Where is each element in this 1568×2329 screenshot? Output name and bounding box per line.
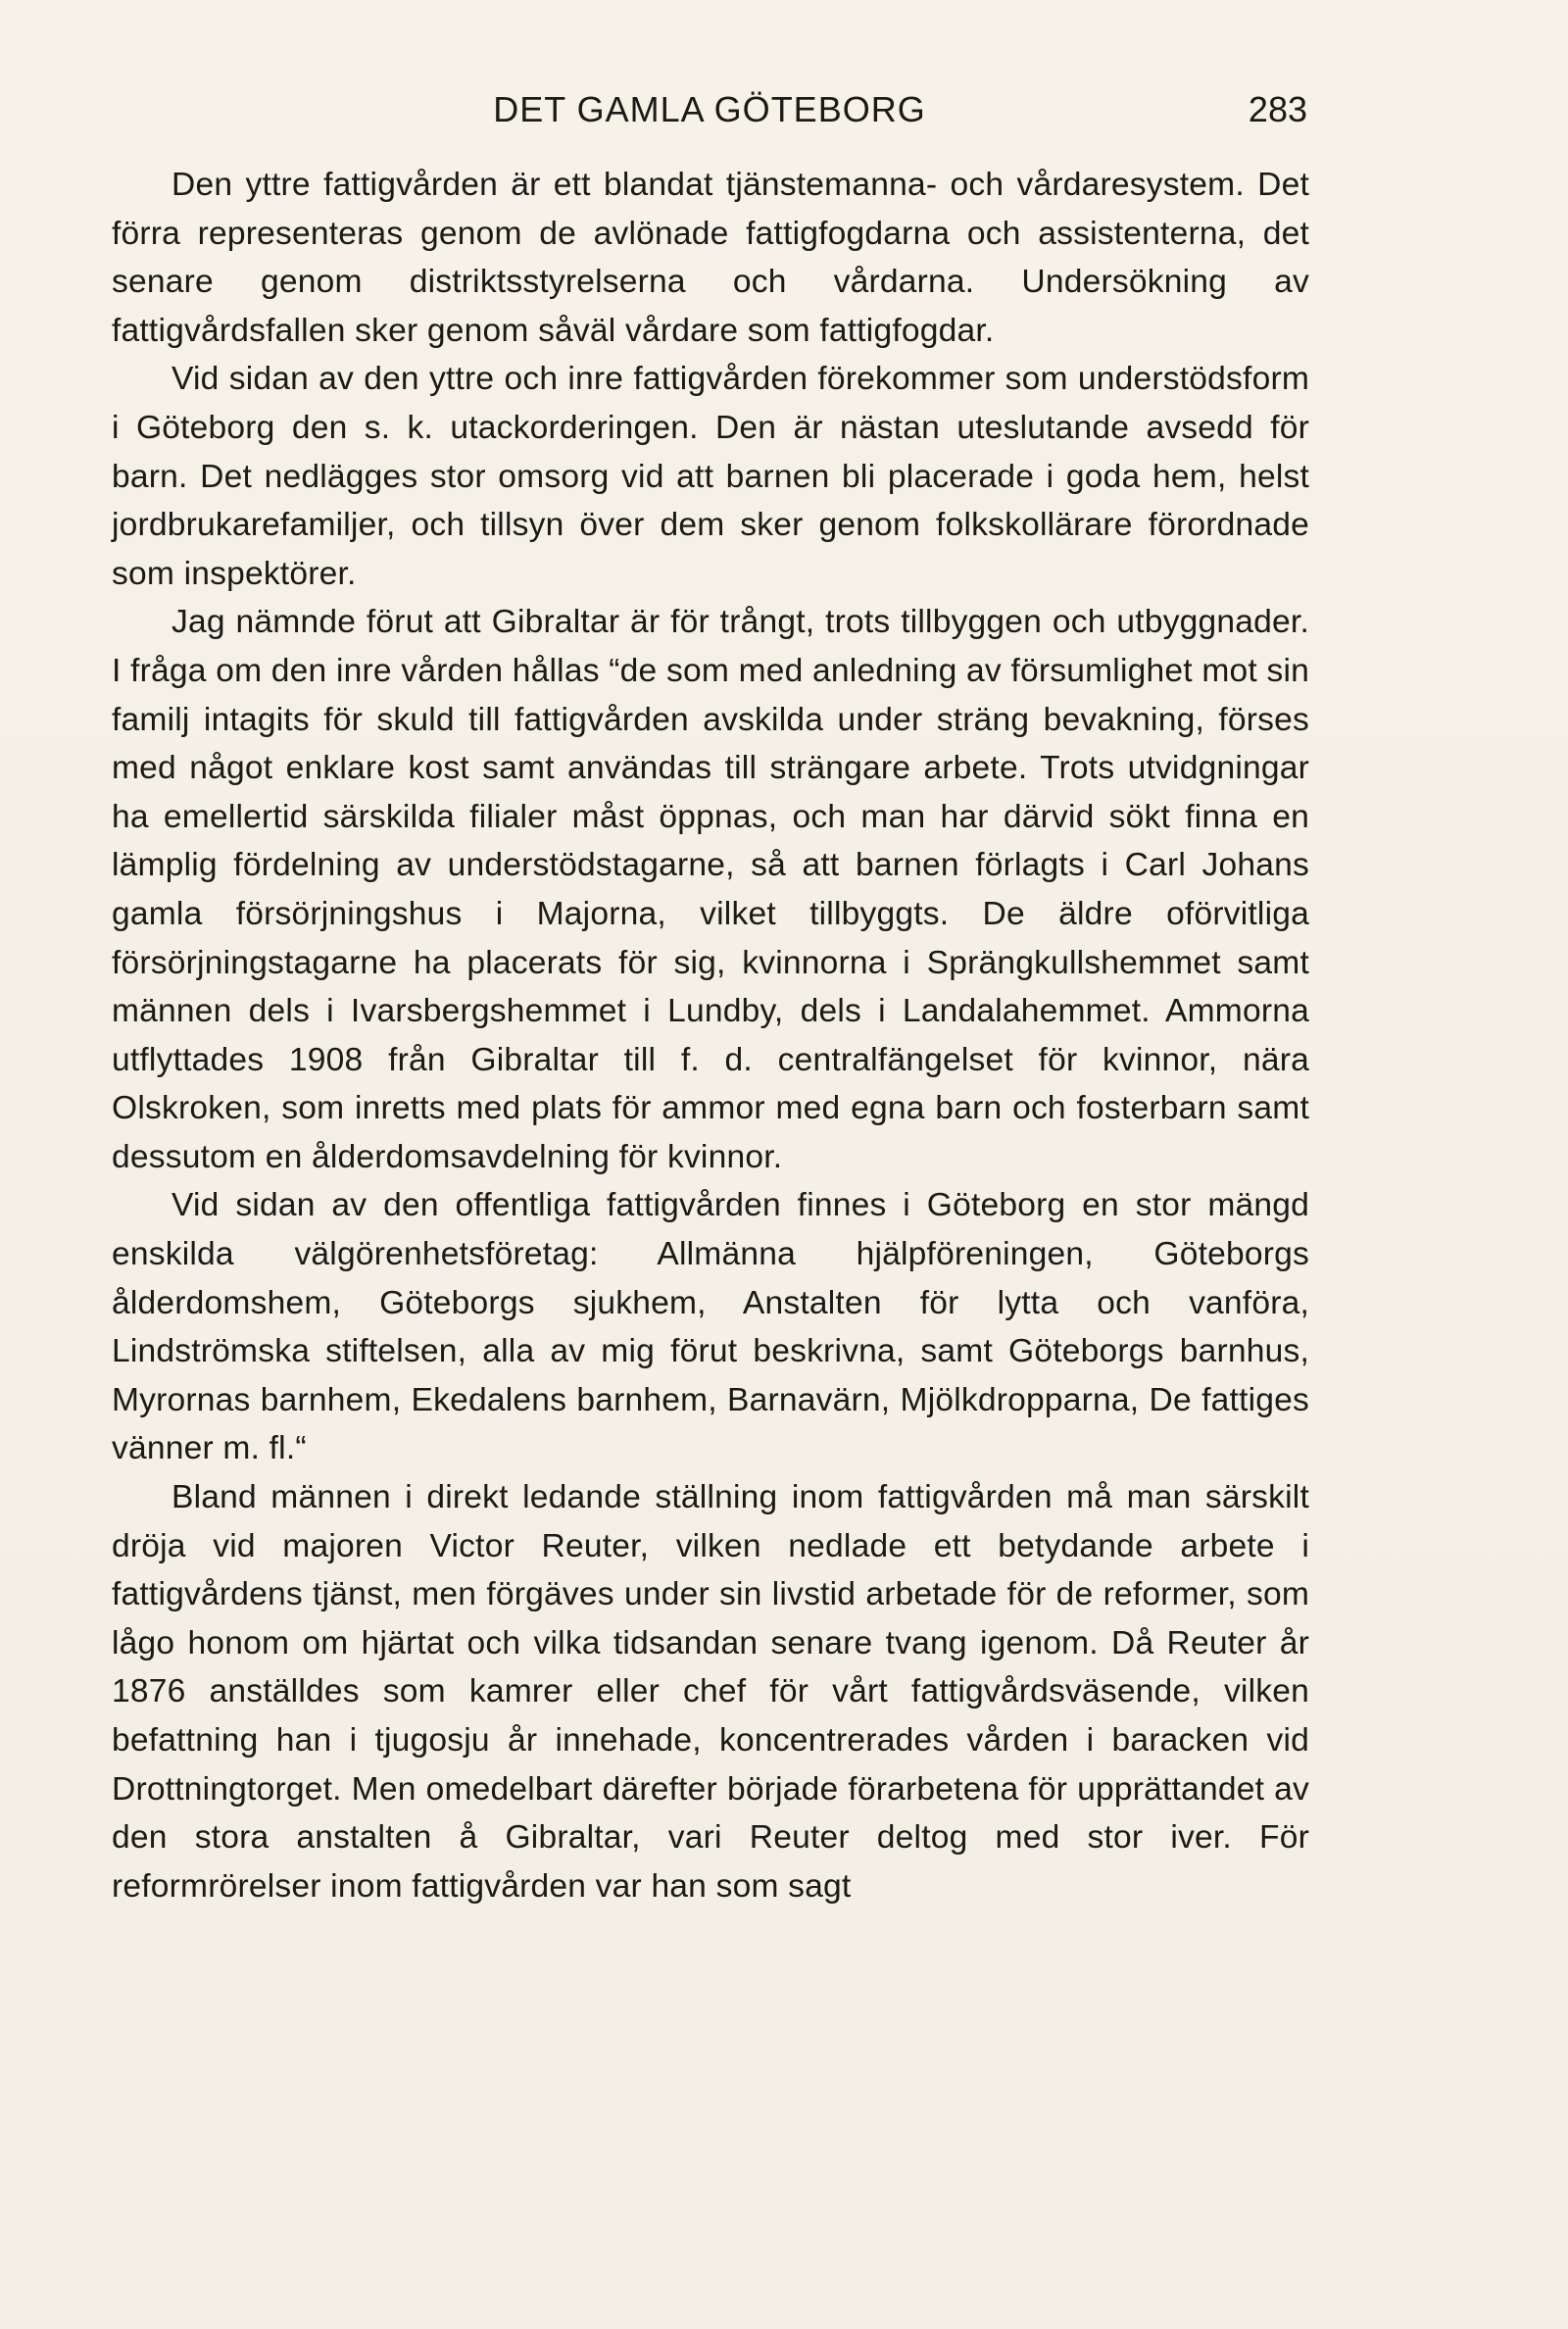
page-number: 283: [1248, 89, 1307, 129]
paragraph-2: Vid sidan av den yttre och inre fattigvården förekommer som understödsform i Göteborg den s. k. utackorderingen. Den är nästan uteslutande avsedd för barn. Det nedlägges stor omsorg vid att barnen bli placerade i goda hem, helst jordbrukarefamiljer, och tillsyn över dem sker genom folkskollärare förordnade som inspektörer.: [112, 361, 1309, 592]
paragraph-4: Vid sidan av den offentliga fattigvården finnes i Göteborg en stor mängd enskilda välgörenhetsföretag: Allmänna hjälpföreningen, Göteborgs ålderdomshem, Göteborgs sjukhem, Anstalten för lytta och vanföra, Lindströmska stiftelsen, alla av mig förut beskrivna, samt Göteborgs barnhus, Myrornas barnhem, Ekedalens barnhem, Barnavärn, Mjölkdropparna, De fattiges vänner m. fl.“: [112, 1187, 1309, 1467]
running-title: DET GAMLA GÖTEBORG: [493, 89, 926, 129]
page-header: [112, 84, 1307, 135]
body-text: [112, 161, 1309, 1910]
paragraph-1: Den yttre fattigvården är ett blandat tjänstemanna- och vårdaresystem. Det förra representeras genom de avlönade fattigfogdarna och assistenterna, det senare genom distriktsstyrelserna och vårdarna. Undersökning av fattigvårdsfallen sker genom såväl vårdare som fattigfogdar.: [112, 167, 1309, 349]
paragraph-3: Jag nämnde förut att Gibraltar är för trångt, trots tillbyggen och utbyggnader. I fråga om den inre vården hållas “de som med anledning av försumlighet mot sin familj intagits för skuld till fattigvården avskilda under sträng bevakning, förses med något enklare kost samt användas till strängare arbete. Trots utvidgningar ha emellertid särskilda filialer måst öppnas, och man har därvid sökt finna en lämplig fördelning av understödstagarne, så att barnen förlagts i Carl Johans gamla försörjningshus i Majorna, vilket tillbyggts. De äldre oförvitliga försörjningstagarne ha placerats för sig, kvinnorna i Sprängkullshemmet samt männen dels i Ivarsbergshemmet i Lundby, dels i Landalahemmet. Ammorna utflyttades 1908 från Gibraltar till f. d. centralfängelset för kvinnor, nära Olskroken, som inretts med plats för ammor med egna barn och fosterbarn samt dessutom en ålderdomsavdelning för kvinnor.: [112, 604, 1309, 1175]
paragraph-5: Bland männen i direkt ledande ställning inom fattigvården må man särskilt dröja vid majoren Victor Reuter, vilken nedlade ett betydande arbete i fattigvårdens tjänst, men förgäves under sin livstid arbetade för de reformer, som lågo honom om hjärtat och vilka tidsandan senare tvang igenom. Då Reuter år 1876 anställdes som kamrer eller chef för vårt fattigvårdsväsende, vilken befattning han i tjugosju år innehade, koncentrerades vården i baracken vid Drottningtorget. Men omedelbart därefter började förarbetena för upprättandet av den stora anstalten å Gibraltar, vari Reuter deltog med stor iver. För reformrörelser inom fattigvården var han som sagt: [112, 1479, 1309, 1905]
